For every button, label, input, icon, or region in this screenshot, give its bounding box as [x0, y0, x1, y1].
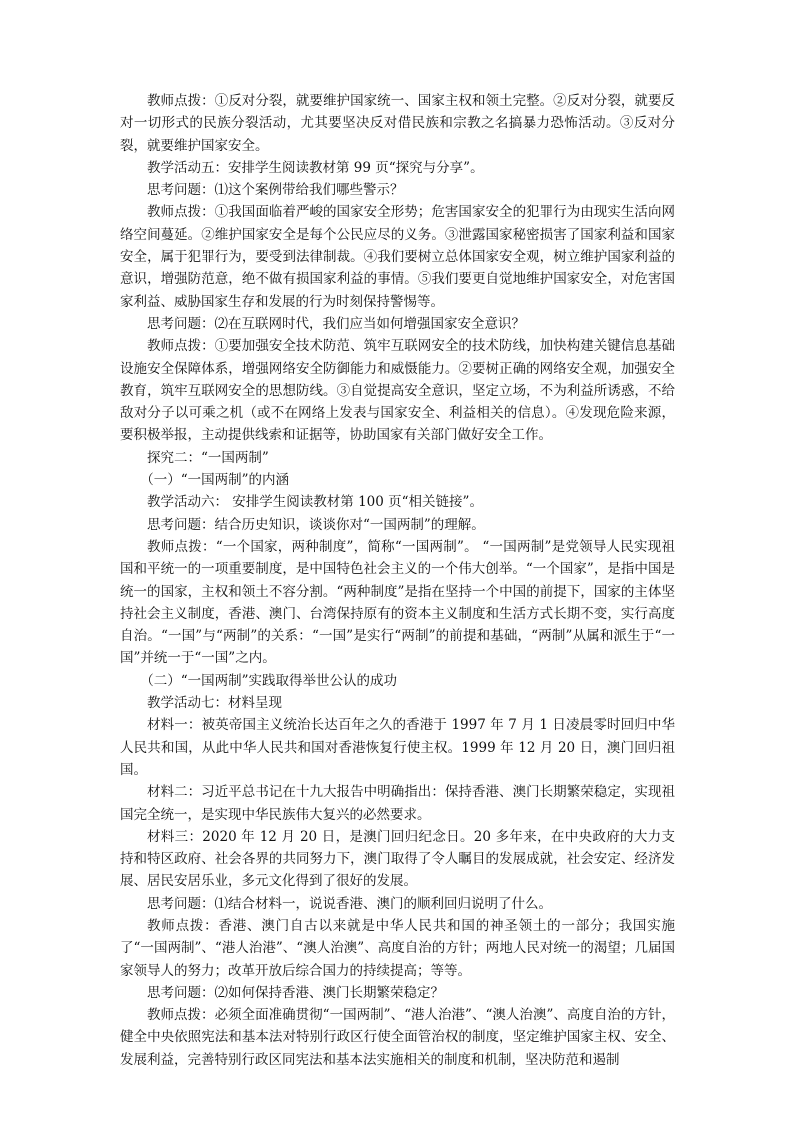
document-page [120, 90, 675, 1071]
question-1: 思考问题：⑴结合材料一，说说香港、澳门的顺利回归说明了什么。 [147, 895, 552, 912]
subsection-heading-2: （二）“一国两制”实践取得举世公认的成功 [140, 672, 398, 689]
material-3: 材料三：2020 年 12 月 20 日，是澳门回归纪念日。20 多年来，在中央政府的大力支持和特区政府、社会各界的共同努力下，澳门取得了令人瞩目的发展成就，社会安定、经济发展、居民安居乐业，多元文化得到了很好的发展。 [120, 828, 675, 890]
teacher-guidance-paragraph: 教师点拨：①反对分裂，就要维护国家统一、国家主权和领土完整。②反对分裂，就要反对一切形式的民族分裂活动，尤其要坚决反对借民族和宗教之名搞暴力恐怖活动。③反对分裂，就要维护国家安全。 [120, 93, 675, 154]
question: 思考问题：结合历史知识，谈谈你对“一国两制”的理解。 [147, 516, 485, 533]
question-2: 思考问题：⑵在互联网时代，我们应当如何增强国家安全意识？ [147, 315, 525, 332]
teacher-guidance-paragraph: 教师点拨：①我国面临着严峻的国家安全形势；危害国家安全的犯罪行为由现实生活向网络空间蔓延。②维护国家安全是每个公民应尽的义务。③泄露国家秘密损害了国家利益和国家安全，属于犯罪行为，要受到法律制裁。④我们要树立总体国家安全观，树立维护国家利益的意识，增强防范意，绝不做有损国家利益的事情。⑤我们要更自觉地维护国家安全，对危害国家利益、威胁国家生存和发展的行为时刻保持警惕等。 [120, 204, 675, 310]
teaching-activity-7: 教学活动七：材料呈现 [147, 695, 282, 712]
teacher-guidance-paragraph: 教师点拨：“一个国家，两种制度”，简称“一国两制”。 “一国两制”是党领导人民实现祖国和平统一的一项重要制度，是中国特色社会主义的一个伟大创举。“一个国家”，是指中国是统一的国家，主权和领土不容分割。“两种制度”是指在坚持一个中国的前提下，国家的主体坚持社会主义制度，香港、澳门、台湾保持原有的资本主义制度和生活方式长期不变，实行高度自治。“一国”与“两制”的关系：“一国”是实行“两制”的前提和基础，“两制”从属和派生于“一国”并统一于“一国”之内。 [120, 538, 675, 667]
question-1: 思考问题：⑴这个案例带给我们哪些警示？ [147, 182, 404, 199]
teaching-activity-6: 教学活动六： 安排学生阅读教材第 100 页“相关链接”。 [147, 494, 483, 511]
section-heading-explore-2: 探究二：“一国两制” [147, 449, 269, 466]
subsection-heading-1: （一）“一国两制”的内涵 [140, 472, 290, 489]
teacher-guidance-paragraph: 教师点拨：①要加强安全技术防范、筑牢互联网安全的技术防线，加快构建关键信息基础设施安全保障体系，增强网络安全防御能力和威慑能力。②要树正确的网络安全观，加强安全教育，筑牢互联网安全的思想防线。③自觉提高安全意识，坚定立场，不为利益所诱惑，不给敌对分子以可乘之机（或不在网络上发表与国家安全、利益相关的信息）。④发现危险来源，要积极举报，主动提供线索和证据等，协助国家有关部门做好安全工作。 [120, 338, 675, 444]
material-2: 材料二：习近平总书记在十九大报告中明确指出：保持香港、澳门长期繁荣稳定，实现祖国完全统一，是实现中华民族伟大复兴的必然要求。 [120, 784, 675, 823]
teacher-guidance-paragraph: 教师点拨：香港、澳门自古以来就是中华人民共和国的神圣领土的一部分；我国实施了“一国两制”、“港人治港”、“澳人治澳”、高度自治的方针；两地人民对统一的渴望；几届国家领导人的努力；改革开放后综合国力的持续提高；等等。 [120, 917, 675, 979]
teaching-activity-5: 教学活动五：安排学生阅读教材第 99 页“探究与分享”。 [147, 159, 484, 176]
teacher-guidance-paragraph: 教师点拨：必须全面准确贯彻“一国两制”、“港人治港”、“澳人治澳”、高度自治的方针，健全中央依照宪法和基本法对特别行政区行使全面管治权的制度，坚定维护国家主权、安全、发展利益，完善特别行政区同宪法和基本法实施相关的制度和机制，坚决防范和遏制 [120, 1007, 675, 1068]
material-1: 材料一：被英帝国主义统治长达百年之久的香港于 1997 年 7 月 1 日凌晨零时回归中华人民共和国，从此中华人民共和国对香港恢复行使主权。1999 年 12 月 20 日，澳门回归祖国。 [120, 717, 675, 778]
question-2: 思考问题：⑵如何保持香港、澳门长期繁荣稳定？ [147, 984, 444, 1001]
